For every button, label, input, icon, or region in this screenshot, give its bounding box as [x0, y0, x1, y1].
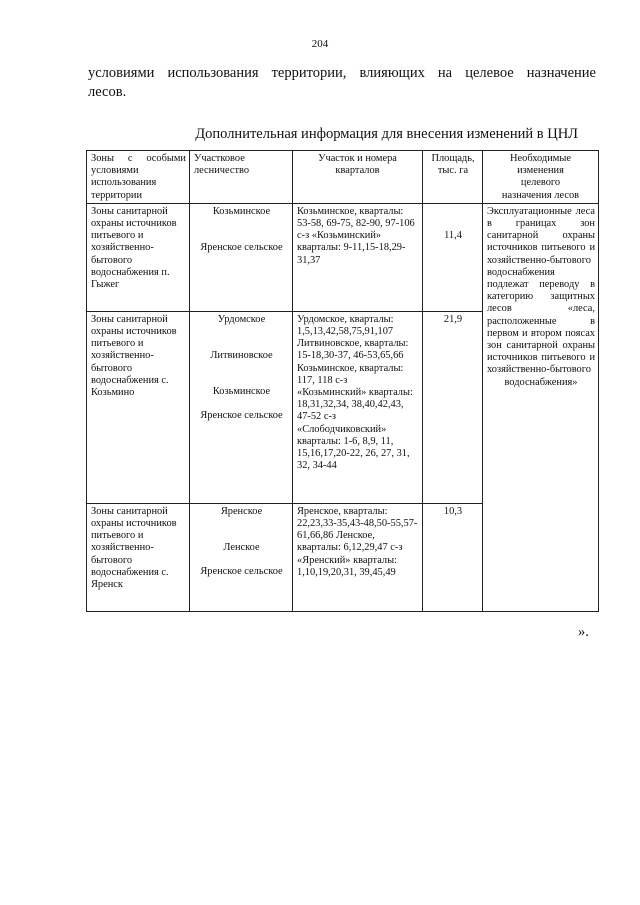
intro-paragraph: условиями использования территории, влияющих на целевое назначение лесов.	[88, 65, 596, 100]
header-zones: Зоны с особыми условиями использования территории	[87, 151, 190, 204]
forestry-name: Яренское	[220, 505, 263, 517]
zone-cell: Зоны санитарной охраны источников питьевого и хозяйственно-бытового водоснабжения с. Яренск	[87, 503, 190, 611]
area-cell: 10,3	[423, 503, 483, 611]
header-area: Площадь, тыс. га	[423, 151, 483, 204]
plots-cell: Яренское, кварталы: 22,23,33-35,43-48,50-55,57-61,66,86 Ленское, кварталы: 6,12,29,47 с-з «Яренский» кварталы: 1,10,19,20,31, 39,45,49	[293, 503, 423, 611]
forestry-name: Урдомское	[217, 313, 266, 325]
table-title: Дополнительная информация для внесения изменений в ЦНЛ	[195, 126, 578, 142]
header-changes: Необходимые изменения целевого назначения лесов	[483, 151, 599, 204]
forestry-name: Козьминское	[212, 205, 271, 217]
forestry-name: Ленское	[223, 542, 260, 554]
area-cell: 21,9	[423, 311, 483, 503]
area-cell	[423, 203, 483, 311]
plots-cell: Козьминское, кварталы: 53-58, 69-75, 82-90, 97-106 с-з «Козьминский» кварталы: 9-11,15-18,29-31,37	[293, 203, 423, 311]
forestry-cell	[190, 503, 293, 611]
table-header-row	[87, 151, 599, 204]
header-forestry: Участковое лесничество	[190, 151, 293, 204]
forestry-name: Козьминское	[212, 386, 271, 398]
plots-cell: Урдомское, кварталы: 1,5,13,42,58,75,91,107 Литвиновское, кварталы: 15-18,30-37, 46-53,65,66 Козьминское, кварталы: 117, 118 с-з «Козьминский» кварталы: 18,31,32,34, 38,40,42,43, 47-52 с-з «Слободчиковский» кварталы: 1-6, 8,9, 11, 15,16,17,20-22, 26, 27, 31, 32, 34-44	[293, 311, 423, 503]
zone-cell: Зоны санитарной охраны источников питьевого и хозяйственно-бытового водоснабжения п. Гыжег	[87, 203, 190, 311]
zone-cell: Зоны санитарной охраны источников питьевого и хозяйственно-бытового водоснабжения с. Козьмино	[87, 311, 190, 503]
forestry-cell	[190, 203, 293, 311]
forestry-name: Яренское сельское	[200, 566, 283, 578]
forestry-name: Литвиновское	[210, 350, 273, 362]
cnl-changes-table	[86, 150, 599, 612]
forestry-name: Яренское сельское	[200, 242, 283, 254]
changes-cell: Эксплуатационные леса в границах зон санитарной охраны источников питьевого и хозяйственно-бытового водоснабжения подлежат переводу в категорию защитных лесов «леса, расположенные в первом и втором поясах зон санитарной охраны источников питьевого и хозяйственно-бытового водоснабжения»	[483, 203, 599, 611]
forestry-cell	[190, 311, 293, 503]
area-value: 11,4	[444, 229, 462, 241]
closing-quote-mark: ».	[578, 624, 589, 640]
page-number: 204	[311, 38, 329, 50]
forestry-name: Яренское сельское	[200, 410, 283, 422]
table-row	[87, 203, 599, 311]
header-plots: Участок и номера кварталов	[293, 151, 423, 204]
